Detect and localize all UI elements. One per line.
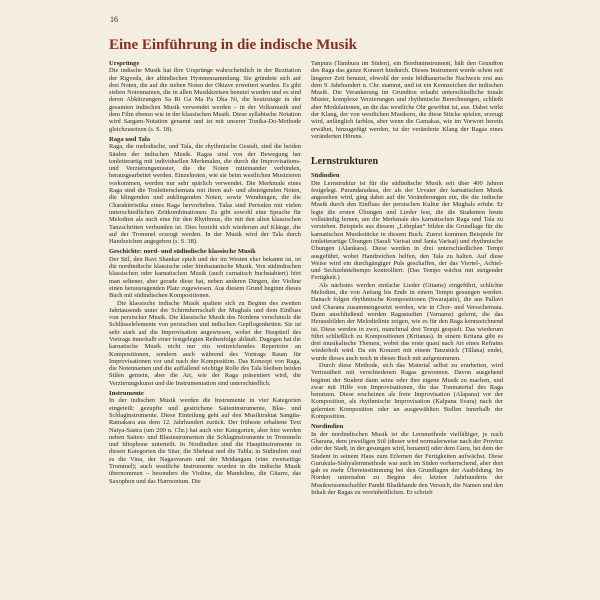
- paragraph-instruments: In der indischen Musik werden die Instrumente in vier Kategorien eingeteilt: gezupfte und gestrichene Saiteninstrumente, Blas- und Schlaginstrumente. Diese Einteilung geht auf den Musiktraktat Sangita-Ratnakara aus dem 12. Jahrhundert zurück. Der früheste erhaltene Text Natya-Sastra (um 200 n. Chr.) hat auch vier Kategorien, aber hier werden neben Saiten- und Blasinstrumenten die Schlaginstrumente in Trommeln und Idiophone unterteilt. In Nordindien sind die Hauptinstrumente in diesen Kategorien die Sitar, die Shehnai und die Tabla; in Südindien sind es die Vina, der Nagasvaram und der Mridangam (eine zweiseitige Trommel); auch westliche Instrumente wurden in die indische Musik übernommen – besonders die Violine, die Mandoline, die Gitarre, das Saxophon und das Harmonium. Die: [109, 397, 301, 485]
- page-number: 16: [110, 15, 118, 24]
- right-column: [311, 60, 503, 496]
- section-heading-raga-tala: Raga und Tala: [109, 135, 151, 143]
- section-heading-learning-structures: Lernstrukturen: [311, 156, 379, 168]
- paragraph-north-india: In der nordindischen Musik ist die Lernmethode vielfältiger, je nach Gharana, dem jeweiligen Stil (dieser wird normalerweise nach der Provinz oder der Stadt, in der gesungen wird, benannt) oder dem Guru, bei dem der Student in seinem Haus zum Erlernen der Fertigkeiten aufwächst. Diese Gurukula-Sishyalernmethode war auch im Süden vorherrschend, aber dort gab es mehr Übereinstimmung bei den Grundlagen der Ausbildung. Im Norden unternahm zu Beginn des letzten Jahrhunderts der Musikwissenschaftler Pandit Bhatkhande den Versuch, die Namen und den Inhalt der Ragas zu vereinheitlichen. Er schrieb: [311, 430, 504, 497]
- subsection-heading-south-india: Südindien: [311, 172, 340, 180]
- paragraph-south-india-2: Als nächstes werden einfache Lieder (Gitams) eingeführt, schlichte Melodien, die von Anfang bis Ende in einem Tempo gesungen werden. Danach folgen rhythmische Kompositionen (Swarajatis), die aus Pallavi und Charana zusammengesetzt werden, wie in Chor- und Versschemata. Dann anschließend werden Ragastudien (Varnams) gelernt, die das Herausbilden der Melodielinie zeigen, wie es für den Raga kennzeichnend ist. Diese werden in zwei, manchmal drei Tempi gespielt. Das wiederum führt schließlich zu Kompositionen (Kritanas). In einem Kritana gibt es drei musikalische Themen, wobei das erste quasi nach Art eines Refrains wiederholt wird. Da ein Konzert mit einem Tanzstück (Tillana) endet, wurde dieses auch noch in dieses Buch mit aufgenommen.: [311, 281, 503, 362]
- left-column: [109, 60, 301, 485]
- paragraph-tanpura-continued: Tanpura (Tambura im Süden), ein Borduninstrument, hält den Grundton des Raga das ganze Konzert hindurch. Dieses Instrument wurde schon seit längerer Zeit benutzt, obwohl der erste bildhauerische Nachweis erst aus dem 9. Jahrhundert n. Chr. stammt, und ist ein Kennzeichen der indischen Musik. Die Verankerung im Grundton erlaubt unterschiedliche tonale Muster, komplexe Verzierungen und rhythmische Berechnungen, schließt aber Modulationen, an die das westliche Ohr gewöhnt ist, aus. Dabei wirkt der Klang, der von westlichen Musikern, die diese Stücke spielen, erzeugt wird, anfänglich farblos, aber wenn die Gamakas, wie im Vorwort bereits erwähnt, hinzugefügt werden, ist der veränderte Klang der Ragas eines veränderten Hörens.: [311, 60, 503, 140]
- paragraph-origins: Die indische Musik hat ihre Ursprünge wahrscheinlich in der Rezitation der Rigveda, der altindischen Hymnensammlung. Sie gründete sich auf drei Noten, die auf die sieben Noten der Oktave erweitert wurden. Es gibt sieben Notennamen, die in allen Musikkreisen benutzt wurden und es sind deren Abkürzungen Sa Ri Ga Ma Pa Dha Ni, die heutzutage in der gesamten indischen Musik verwendet werden – in der Volksmusik und dem Film ebenso wie in der klassischen Musik. Diese syllabische Notation wird Sargam-Notation genannt und ist mit unserer Tonika-Do-Methode gleichzusetzen (s. S. 18).: [109, 67, 301, 133]
- page-title: Eine Einführung in die indische Musik: [109, 37, 357, 53]
- paragraph-raga-tala: Raga, die melodische, und Tala, die rhythmische Gestalt, sind die beiden Säulen der indischen Musik. Ragas sind von der Bewegung her tonleiterartig mit individuellen Merkmalen, die durch die Improvisations- und Verzierungsmuster, die die Noten miteinander verbinden, herausgearbeitet werden. Einzelnoten, wie sie beim westlichen Musizieren vorkommen, werden nur sehr spärlich verwendet. Die Merkmale eines Raga sind die Tonleiterschemata mit ihren auf- und absteigenden Noten, die klingenden und anklingenden Noten, sowie Wendungen, die die Charakteristika eines Raga hervorheben. Talas sind Perioden mit vielen unterschiedlichen Zeitkombinationen. Es gibt sowohl eine Sprache für Melodien als auch eine für den Rhythmus, die mit den alten klassischen Tanzschritten verbunden ist. Dies bezieht sich wiederum auf Klänge, die auf der Trommel erzeugt werden. In der Musik wird der Tala durch Handzeichen angegeben (s. S. 38).: [109, 143, 301, 246]
- subsection-heading-north-india: Nordindien: [311, 423, 344, 431]
- paragraph-history-1: Der Stil, den Ravi Shankar spielt und der im Westen eher bekannt ist, ist die nordindische klassische oder hindustanische Musik. Von südindischen klassischen oder karnatischen Musik (auch carnatisch buchstabiert) hört man seltener, aber gerade diese hat, neben anderen Dingen, der Violine einen herausragenden Platz zugewiesen. Aus diesem Grund beginnt dieses Buch mit südindischen Kompositionen.: [109, 255, 301, 300]
- section-heading-history: Geschichte: nord- und südindische klassische Musik: [109, 248, 256, 256]
- section-heading-origins: Ursprünge: [109, 60, 140, 67]
- section-heading-instruments: Instrumente: [109, 390, 144, 398]
- paragraph-south-india-1: Die Lernstruktur ist für die südindische Musik seit über 400 Jahren festgelegt. Purandaradasa, der als der Urvater der karnatischen Musik angesehen wird, ging dabei auf die Veränderungen ein, die die indische Musik durch den Einfluss der persischen Kultur der Mughals erfuhr. Er legte die ersten Übungen und Lieder fest, die die Studenten heute vollständig lernen, um die Merkmale des karnatischen Raga und Tala zu verstehen. Beispiele aus diesem „Lehrplan“ bilden die Grundlage für die karnatischen Musikstücke in diesem Buch. Zuerst kommen Beispiele für tonleiterartige Übungen (Sarali Varisai und Janta Varisai) und rhythmische Übungen (Alankara). Diese werden in drei unterschiedlichen Tempi ausgeführt, wobei Handzeichen helfen, den Tala zu halten. Auf diese Weise wird ein durchgängiger Puls geschaffen, der das Viertel-, Achtel- und Sechzehnteltempo kontrolliert. (Das Tempo wächst mit steigender Fertigkeit.): [311, 179, 503, 282]
- paragraph-south-india-3: Durch diese Methode, sich das Material selbst zu erarbeiten, wird Vertrautheit mit verschiedenen Ragas gewonnen. Davon ausgehend beginnt der Student dann seine oder ihre eigene Musik zu machen, und zwar mit Hilfe von Improvisationen, die das Tonmaterial des Raga benutzen. Diese erscheinen als freie Improvisation (Alapana) vor der Komposition, als rhythmische Improvisation (Kalpana Svara) nach der gelernten Komposition oder an ausgewählten Stellen innerhalb der Komposition.: [311, 361, 503, 421]
- paragraph-history-2: Die klassische indische Musik spaltete sich zu Beginn des zweiten Jahrtausends unter der Schirmherrschaft der Mughals und dem Einfluss von persischer Musik. Die klassische Musik des Nordens verschmolz die Schlüsselelemente von persischen und indischen Gepflogenheiten. Sie ist sehr stark auf die Improvisation angewiesen, wobei der Hauptteil des Vortrags innerhalb einer festgelegten Reihenfolge abläuft. Dagegen hat die karnatische Musik nicht nur ein weitreichendes Repertoire an Kompositionen, sondern auch während des Vortrags Raum für Improvisationen vor und nach der Komposition. Das Konzept von Raga, die Notennamen und die auffallend wichtige Rolle des Tala bleiben beiden Stilen gemein, aber die Art, wie der Raga präsentiert wird, die Verzierungskunst und die Instrumentation sind unterschiedlich.: [109, 299, 301, 387]
